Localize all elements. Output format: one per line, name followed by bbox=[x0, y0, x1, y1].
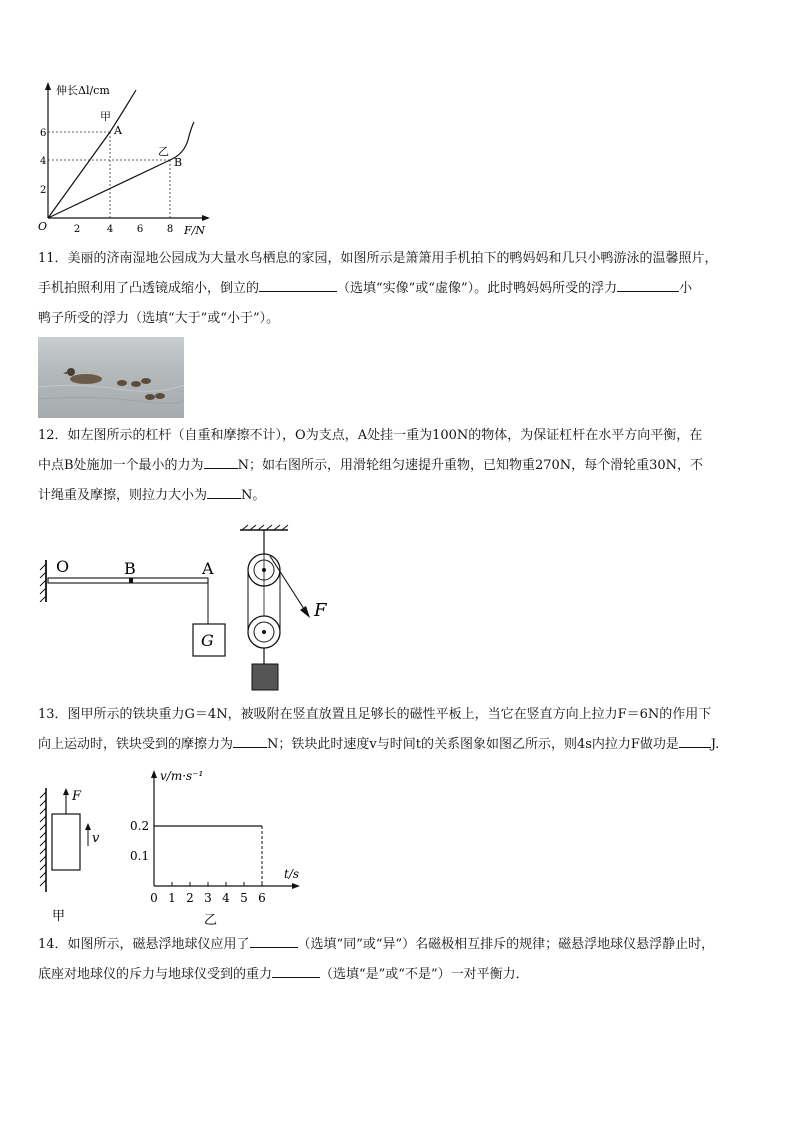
lever-point-b-marker bbox=[129, 578, 133, 583]
y-tick-4: 4 bbox=[40, 156, 47, 167]
stretch-force-graph bbox=[36, 80, 216, 240]
q12-blank-2[interactable] bbox=[207, 484, 241, 499]
point-label-b: B bbox=[174, 156, 183, 169]
vt-y-axis-label: v/m·s⁻¹ bbox=[160, 769, 204, 783]
q11-line-1: 11．美丽的济南湿地公园成为大量水鸟栖息的家园，如图所示是箫箫用手机拍下的鸭妈妈和几只小鸭游泳的温馨照片， bbox=[38, 251, 718, 266]
duckling-1 bbox=[117, 380, 127, 386]
pull-force-arrow bbox=[300, 606, 310, 618]
duckling-5 bbox=[155, 393, 165, 399]
q12-line-3a: 计绳重及摩擦，则拉力大小为 bbox=[38, 488, 208, 503]
origin-label: O bbox=[38, 220, 48, 233]
velocity-label: v bbox=[92, 831, 100, 846]
x-tick-8: 8 bbox=[166, 224, 174, 235]
question-14 bbox=[38, 930, 760, 990]
vt-x-tick-6: 6 bbox=[258, 891, 266, 905]
curve-label-jia: 甲 bbox=[100, 110, 111, 123]
q12-line-3b: N。 bbox=[241, 488, 266, 503]
q13-line-2a: 向上运动时，铁块受到的摩擦力为 bbox=[38, 737, 234, 752]
q14-line-1b: （选填“同”或“异”）名磁极相互排斥的规律；磁悬浮地球仪悬浮静止时， bbox=[297, 937, 715, 952]
series-jia-line bbox=[48, 90, 136, 218]
movable-pulley-axle bbox=[262, 630, 266, 634]
q11-line-2b: （选填“实像”或“虚像”）。此时鸭妈妈所受的浮力 bbox=[337, 281, 618, 296]
q12-blank-1[interactable] bbox=[204, 454, 238, 469]
lever-label-b: B bbox=[124, 559, 136, 578]
x-tick-4: 4 bbox=[106, 224, 114, 235]
vt-y-tick-0-1: 0.1 bbox=[130, 849, 150, 863]
q13-blank-2[interactable] bbox=[679, 733, 711, 748]
q12-line-2b: N；如右图所示，用滑轮组匀速提升重物，已知物重270N，每个滑轮重30N，不 bbox=[237, 458, 704, 473]
q12-line-2a: 中点B处施加一个最小的力为 bbox=[38, 458, 204, 473]
q14-line-2b: （选填“是”或“不是”）一对平衡力． bbox=[320, 967, 529, 982]
vt-x-tick-3: 3 bbox=[204, 891, 212, 905]
q12-line-2 bbox=[38, 451, 760, 481]
question-11 bbox=[38, 244, 760, 334]
velocity-time-graph bbox=[124, 764, 314, 929]
lever-label-a: A bbox=[202, 559, 214, 578]
q14-blank-2[interactable] bbox=[272, 963, 320, 978]
q14-line-1 bbox=[38, 930, 760, 960]
iron-block bbox=[52, 814, 80, 870]
mother-duck bbox=[70, 374, 102, 384]
y-tick-2: 2 bbox=[40, 185, 47, 196]
duck-photo-drawing bbox=[38, 337, 184, 418]
q13-line-2b: N；铁块此时速度v与时间t的关系图象如图乙所示，则4s内拉力F做功是 bbox=[267, 737, 679, 752]
lever-label-o: O bbox=[56, 557, 70, 576]
lever-bar bbox=[48, 578, 208, 583]
vt-x-axis-arrow bbox=[292, 883, 300, 889]
vt-x-tick-4: 4 bbox=[222, 891, 230, 905]
pulley-force-label: F bbox=[314, 600, 327, 621]
force-f-arrowhead bbox=[63, 788, 69, 795]
y-axis-label: 伸长Δl/cm bbox=[56, 84, 110, 97]
q14-line-2 bbox=[38, 960, 760, 990]
duckling-2 bbox=[131, 381, 141, 387]
fig-jia-caption: 甲 bbox=[52, 909, 66, 924]
q13-blank-1[interactable] bbox=[233, 733, 267, 748]
q13-line-2c: J. bbox=[710, 737, 720, 752]
question-13 bbox=[38, 700, 760, 760]
q11-line-2 bbox=[38, 274, 760, 304]
duckling-3 bbox=[141, 378, 151, 384]
duckling-4 bbox=[145, 394, 155, 400]
weight-label-g: G bbox=[201, 631, 214, 650]
q11-line-2a: 手机拍照利用了凸透镜成缩小，倒立的 bbox=[38, 281, 260, 296]
duck-photo bbox=[38, 337, 184, 418]
curve-label-yi: 乙 bbox=[158, 145, 169, 158]
q11-line-2c: 小 bbox=[679, 281, 693, 296]
pulley-diagram bbox=[232, 524, 342, 694]
y-axis-arrow bbox=[45, 82, 51, 90]
q13-line-2 bbox=[38, 730, 760, 760]
x-tick-6: 6 bbox=[136, 224, 144, 235]
vt-y-axis-arrow bbox=[151, 770, 157, 778]
y-tick-6: 6 bbox=[40, 128, 47, 139]
x-axis-label: F/N bbox=[184, 224, 205, 237]
magnetic-wall-hatching bbox=[40, 792, 46, 886]
question-12 bbox=[38, 421, 760, 511]
x-axis-arrow bbox=[202, 215, 210, 221]
pull-rope bbox=[270, 556, 306, 612]
x-tick-2: 2 bbox=[73, 224, 81, 235]
point-label-a: A bbox=[114, 124, 122, 137]
vt-x-tick-0: 0 bbox=[150, 891, 158, 905]
q14-blank-1[interactable] bbox=[250, 933, 298, 948]
vt-x-tick-1: 1 bbox=[168, 891, 176, 905]
vt-x-axis-label: t/s bbox=[284, 867, 300, 881]
lever-diagram bbox=[38, 554, 238, 664]
vt-x-tick-5: 5 bbox=[240, 891, 248, 905]
iron-block-figure bbox=[36, 782, 116, 927]
q11-blank-1[interactable] bbox=[259, 277, 337, 292]
vt-x-tick-2: 2 bbox=[186, 891, 194, 905]
pulley-load bbox=[252, 664, 278, 690]
q13-line-1: 13．图甲所示的铁块重力G＝4N，被吸附在竖直放置且足够长的磁性平板上，当它在竖直方向上拉力F＝6N的作用下 bbox=[38, 707, 712, 722]
wall-hatching bbox=[40, 564, 46, 602]
vt-y-tick-0-2: 0.2 bbox=[130, 819, 150, 833]
q12-line-1: 12．如左图所示的杠杆（自重和摩擦不计），O为支点，A处挂一重为100N的物体，为保证杠杆在水平方向平衡，在 bbox=[38, 428, 703, 443]
q14-line-2a: 底座对地球仪的斥力与地球仪受到的重力 bbox=[38, 967, 273, 982]
q12-line-3 bbox=[38, 481, 760, 511]
q14-line-1a: 14．如图所示，磁悬浮地球仪应用了 bbox=[38, 937, 250, 952]
force-f-label: F bbox=[72, 789, 82, 804]
q11-line-3: 鸭子所受的浮力（选填“大于”或“小于”）。 bbox=[38, 311, 280, 326]
velocity-arrowhead bbox=[85, 823, 91, 830]
q11-blank-2[interactable] bbox=[617, 277, 679, 292]
fig-yi-caption: 乙 bbox=[204, 913, 218, 928]
